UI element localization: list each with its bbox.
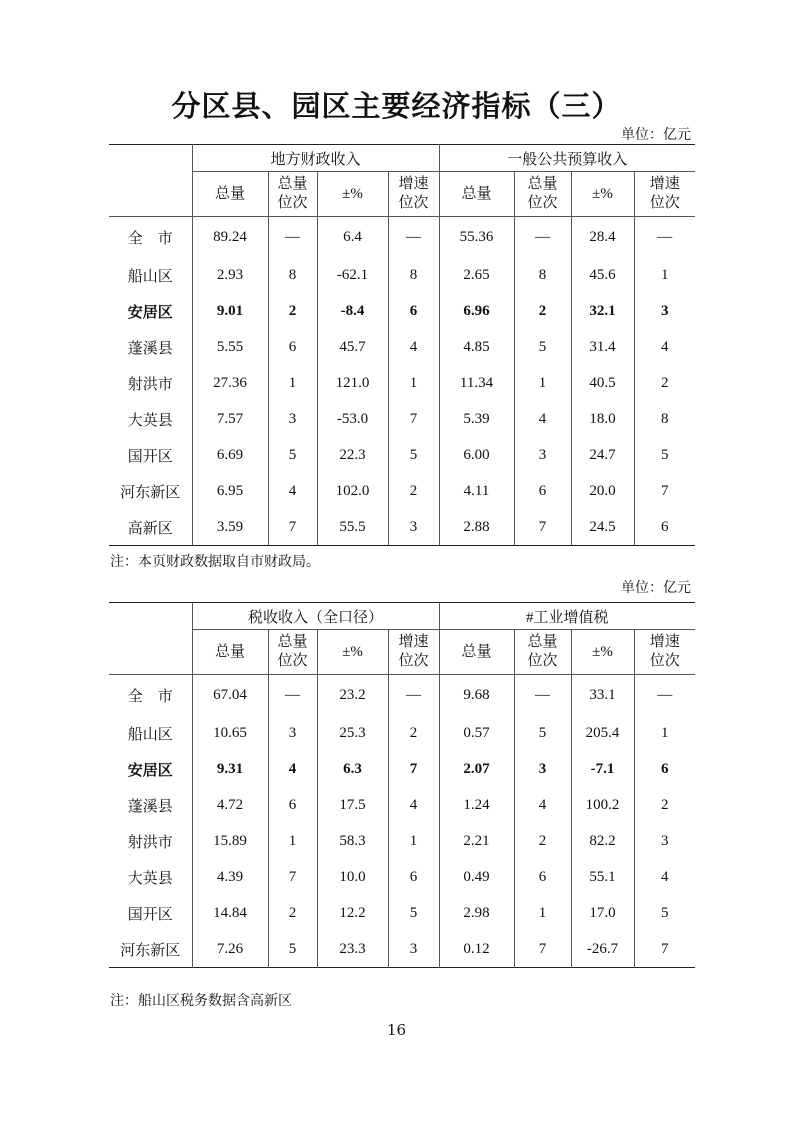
group-header-industrial-vat: #工业增值税 xyxy=(439,603,695,630)
table-row xyxy=(109,293,695,329)
value-cell: 4.72 xyxy=(192,787,268,823)
table-row xyxy=(109,751,695,787)
group-header-tax-revenue: 税收收入（全口径） xyxy=(192,603,439,630)
value-cell: 17.0 xyxy=(571,895,634,931)
region-name-cell: 船山区 xyxy=(127,724,173,743)
value-cell: 7 xyxy=(388,751,439,787)
sub-header-cell: 总量 位次 xyxy=(268,630,317,675)
value-cell: 9.68 xyxy=(439,675,514,716)
region-name-cell: 大英县 xyxy=(127,868,173,887)
value-cell: 7 xyxy=(268,509,317,546)
region-name-cell: 射洪市 xyxy=(127,832,173,851)
value-cell: 8 xyxy=(514,257,571,293)
region-header-blank xyxy=(109,603,192,675)
value-cell: -8.4 xyxy=(317,293,388,329)
value-cell: 55.1 xyxy=(571,859,634,895)
region-name-cell: 安居区 xyxy=(127,302,173,321)
region-header-blank xyxy=(109,145,192,217)
value-cell: 121.0 xyxy=(317,365,388,401)
value-cell: -26.7 xyxy=(571,931,634,968)
value-cell: 6 xyxy=(634,751,695,787)
region-name-cell: 大英县 xyxy=(127,410,173,429)
sub-header-cell: 增速 位次 xyxy=(634,172,695,217)
value-cell: 55.36 xyxy=(439,217,514,258)
region-name-cell: 射洪市 xyxy=(127,374,173,393)
value-cell: 5 xyxy=(388,895,439,931)
value-cell: 5 xyxy=(634,895,695,931)
value-cell: 20.0 xyxy=(571,473,634,509)
value-cell: 7 xyxy=(514,509,571,546)
value-cell: 6.96 xyxy=(439,293,514,329)
value-cell: 1 xyxy=(388,823,439,859)
value-cell: 2.07 xyxy=(439,751,514,787)
value-cell: 5.55 xyxy=(192,329,268,365)
value-cell: 5 xyxy=(514,715,571,751)
table-row xyxy=(109,217,695,258)
tax-revenue-table xyxy=(109,602,695,968)
value-cell: 0.49 xyxy=(439,859,514,895)
value-cell: 2 xyxy=(388,473,439,509)
value-cell: 3 xyxy=(634,823,695,859)
region-name-cell: 蓬溪县 xyxy=(127,796,173,815)
region-name-cell: 船山区 xyxy=(127,266,173,285)
sub-header-cell: 总量 xyxy=(192,630,268,675)
value-cell: 6 xyxy=(388,293,439,329)
value-cell: 3 xyxy=(514,751,571,787)
value-cell: 3 xyxy=(268,401,317,437)
value-cell: -53.0 xyxy=(317,401,388,437)
value-cell: 7.57 xyxy=(192,401,268,437)
value-cell: 1 xyxy=(634,715,695,751)
value-cell: 0.12 xyxy=(439,931,514,968)
value-cell: 15.89 xyxy=(192,823,268,859)
value-cell: 18.0 xyxy=(571,401,634,437)
value-cell: 6 xyxy=(514,473,571,509)
value-cell: 28.4 xyxy=(571,217,634,258)
value-cell: 102.0 xyxy=(317,473,388,509)
group-header-local-fiscal-revenue: 地方财政收入 xyxy=(192,145,439,172)
value-cell: 45.6 xyxy=(571,257,634,293)
value-cell: 6.4 xyxy=(317,217,388,258)
table-row xyxy=(109,895,695,931)
value-cell: 1 xyxy=(634,257,695,293)
value-cell: — xyxy=(514,217,571,258)
region-name-cell: 蓬溪县 xyxy=(127,338,173,357)
sub-header-cell: 总量 位次 xyxy=(268,172,317,217)
value-cell: 3 xyxy=(268,715,317,751)
value-cell: 58.3 xyxy=(317,823,388,859)
value-cell: 6 xyxy=(388,859,439,895)
value-cell: 3 xyxy=(634,293,695,329)
value-cell: 14.84 xyxy=(192,895,268,931)
value-cell: 3 xyxy=(388,931,439,968)
unit-label-table2: 单位：亿元 xyxy=(621,580,691,596)
table-row xyxy=(109,257,695,293)
value-cell: 4 xyxy=(514,787,571,823)
value-cell: 6.00 xyxy=(439,437,514,473)
value-cell: 1 xyxy=(268,823,317,859)
value-cell: — xyxy=(634,217,695,258)
table-row xyxy=(109,401,695,437)
value-cell: 9.01 xyxy=(192,293,268,329)
value-cell: 10.65 xyxy=(192,715,268,751)
region-name-cell: 国开区 xyxy=(127,446,173,465)
value-cell: 2 xyxy=(268,293,317,329)
value-cell: 5 xyxy=(514,329,571,365)
value-cell: 2.88 xyxy=(439,509,514,546)
value-cell: 4 xyxy=(388,329,439,365)
value-cell: 22.3 xyxy=(317,437,388,473)
footnote-table1: 注：本页财政数据取自市财政局。 xyxy=(110,554,320,570)
region-name-cell: 全 市 xyxy=(127,228,173,247)
sub-header-cell: ±% xyxy=(317,630,388,675)
value-cell: 7 xyxy=(514,931,571,968)
value-cell: 100.2 xyxy=(571,787,634,823)
sub-header-cell: 增速 位次 xyxy=(634,630,695,675)
value-cell: — xyxy=(388,675,439,716)
footnote-table2: 注：船山区税务数据含高新区 xyxy=(110,993,292,1009)
value-cell: 9.31 xyxy=(192,751,268,787)
value-cell: 23.2 xyxy=(317,675,388,716)
value-cell: 1 xyxy=(514,895,571,931)
value-cell: 11.34 xyxy=(439,365,514,401)
value-cell: 24.7 xyxy=(571,437,634,473)
value-cell: 6.3 xyxy=(317,751,388,787)
value-cell: 4 xyxy=(514,401,571,437)
table-row xyxy=(109,931,695,968)
value-cell: 7 xyxy=(388,401,439,437)
value-cell: 45.7 xyxy=(317,329,388,365)
sub-header-cell: 增速 位次 xyxy=(388,172,439,217)
table-row xyxy=(109,509,695,546)
value-cell: 5 xyxy=(268,437,317,473)
group-header-general-budget-revenue: 一般公共预算收入 xyxy=(439,145,695,172)
unit-label-table1: 单位：亿元 xyxy=(621,127,691,143)
value-cell: 2 xyxy=(634,365,695,401)
value-cell: 205.4 xyxy=(571,715,634,751)
sub-header-cell: 增速 位次 xyxy=(388,630,439,675)
value-cell: 2 xyxy=(388,715,439,751)
value-cell: 10.0 xyxy=(317,859,388,895)
value-cell: 24.5 xyxy=(571,509,634,546)
value-cell: 4 xyxy=(268,473,317,509)
value-cell: 1 xyxy=(388,365,439,401)
value-cell: 7.26 xyxy=(192,931,268,968)
sub-header-cell: ±% xyxy=(571,630,634,675)
value-cell: 8 xyxy=(268,257,317,293)
value-cell: 5 xyxy=(634,437,695,473)
value-cell: 25.3 xyxy=(317,715,388,751)
value-cell: 89.24 xyxy=(192,217,268,258)
value-cell: 8 xyxy=(634,401,695,437)
value-cell: — xyxy=(634,675,695,716)
value-cell: — xyxy=(388,217,439,258)
table-row xyxy=(109,365,695,401)
sub-header-cell: 总量 位次 xyxy=(514,630,571,675)
sub-header-cell: 总量 xyxy=(439,630,514,675)
table-row xyxy=(109,329,695,365)
sub-header-cell: ±% xyxy=(317,172,388,217)
table-row xyxy=(109,437,695,473)
value-cell: 6.69 xyxy=(192,437,268,473)
sub-header-cell: 总量 xyxy=(439,172,514,217)
value-cell: 12.2 xyxy=(317,895,388,931)
value-cell: 4.39 xyxy=(192,859,268,895)
value-cell: 4.85 xyxy=(439,329,514,365)
value-cell: 5 xyxy=(268,931,317,968)
region-name-cell: 全 市 xyxy=(127,686,173,705)
value-cell: 7 xyxy=(268,859,317,895)
value-cell: 2.98 xyxy=(439,895,514,931)
value-cell: 5 xyxy=(388,437,439,473)
fiscal-revenue-table xyxy=(109,144,695,546)
sub-header-row xyxy=(109,630,695,675)
sub-header-cell: 总量 位次 xyxy=(514,172,571,217)
value-cell: 1 xyxy=(268,365,317,401)
table-row xyxy=(109,473,695,509)
value-cell: 31.4 xyxy=(571,329,634,365)
region-name-cell: 安居区 xyxy=(127,760,173,779)
value-cell: 7 xyxy=(634,931,695,968)
value-cell: 2 xyxy=(514,293,571,329)
value-cell: 1.24 xyxy=(439,787,514,823)
value-cell: 82.2 xyxy=(571,823,634,859)
value-cell: 6 xyxy=(634,509,695,546)
region-name-cell: 河东新区 xyxy=(120,940,181,959)
table-row xyxy=(109,787,695,823)
value-cell: 2.21 xyxy=(439,823,514,859)
value-cell: 1 xyxy=(514,365,571,401)
value-cell: 4.11 xyxy=(439,473,514,509)
value-cell: 4 xyxy=(634,329,695,365)
value-cell: 8 xyxy=(388,257,439,293)
page-title: 分区县、园区主要经济指标（三） xyxy=(171,89,622,123)
sub-header-row xyxy=(109,172,695,217)
value-cell: 3 xyxy=(514,437,571,473)
table-row xyxy=(109,823,695,859)
value-cell: 67.04 xyxy=(192,675,268,716)
value-cell: -62.1 xyxy=(317,257,388,293)
value-cell: 17.5 xyxy=(317,787,388,823)
value-cell: 6 xyxy=(268,329,317,365)
value-cell: 7 xyxy=(634,473,695,509)
value-cell: 5.39 xyxy=(439,401,514,437)
value-cell: 27.36 xyxy=(192,365,268,401)
value-cell: 4 xyxy=(388,787,439,823)
value-cell: 3.59 xyxy=(192,509,268,546)
value-cell: 55.5 xyxy=(317,509,388,546)
value-cell: 2.93 xyxy=(192,257,268,293)
table-row xyxy=(109,675,695,716)
value-cell: 6.95 xyxy=(192,473,268,509)
region-name-cell: 国开区 xyxy=(127,904,173,923)
value-cell: 32.1 xyxy=(571,293,634,329)
value-cell: 2 xyxy=(514,823,571,859)
table-row xyxy=(109,715,695,751)
value-cell: 3 xyxy=(388,509,439,546)
value-cell: 2 xyxy=(268,895,317,931)
value-cell: 23.3 xyxy=(317,931,388,968)
sub-header-cell: 总量 xyxy=(192,172,268,217)
value-cell: 33.1 xyxy=(571,675,634,716)
sub-header-cell: ±% xyxy=(571,172,634,217)
page-number: 16 xyxy=(386,1021,407,1039)
region-name-cell: 河东新区 xyxy=(120,482,181,501)
value-cell: 6 xyxy=(268,787,317,823)
value-cell: — xyxy=(268,217,317,258)
value-cell: 4 xyxy=(268,751,317,787)
table-row xyxy=(109,859,695,895)
value-cell: — xyxy=(514,675,571,716)
value-cell: — xyxy=(268,675,317,716)
value-cell: 4 xyxy=(634,859,695,895)
value-cell: 0.57 xyxy=(439,715,514,751)
value-cell: -7.1 xyxy=(571,751,634,787)
value-cell: 6 xyxy=(514,859,571,895)
value-cell: 2.65 xyxy=(439,257,514,293)
value-cell: 40.5 xyxy=(571,365,634,401)
value-cell: 2 xyxy=(634,787,695,823)
region-name-cell: 高新区 xyxy=(127,518,173,537)
